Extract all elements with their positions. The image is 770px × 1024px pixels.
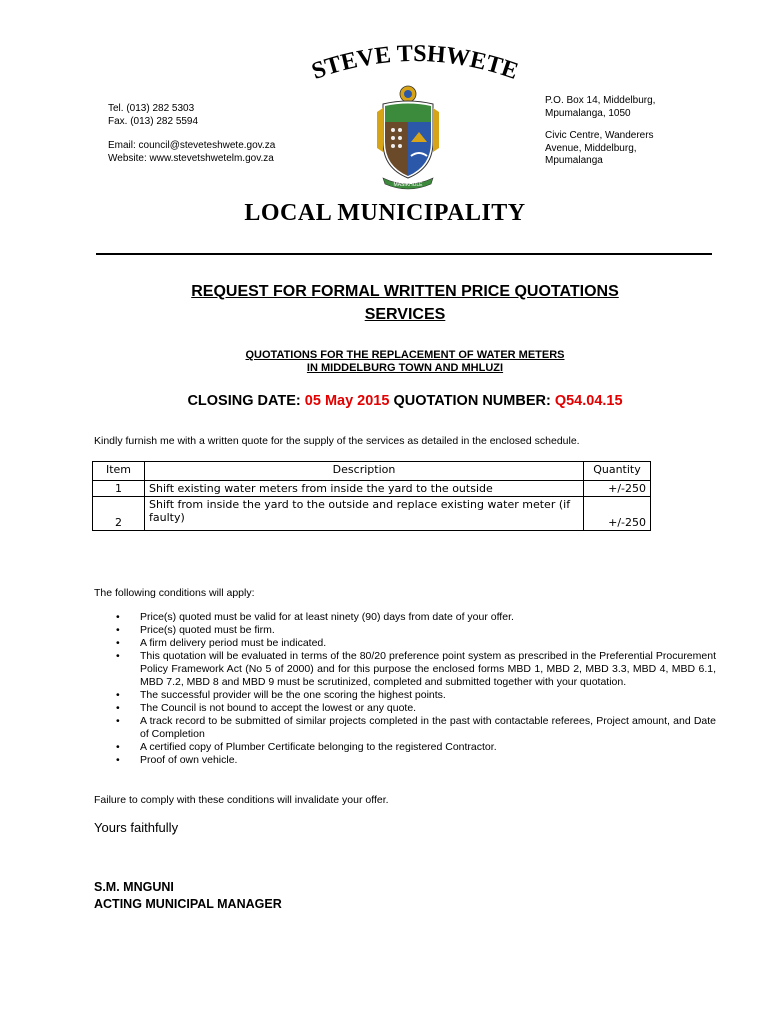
contact-po-line1: P.O. Box 14, Middelburg, xyxy=(545,95,656,106)
table-cell-item: 1 xyxy=(93,481,145,497)
list-item: • This quotation will be evaluated in terms of the 80/20 preference point system as prescribed in the Preferential Procurement Policy Framework Act (No 5 of 2000) and for this purpose the enclosed forms MBD 1, MBD 2, MBD 3.3, MBD 4, MBD 6.1, MBD 7.2, MBD 8 and MBD 9 must be scrutinized, completed and submitted together with your quotation. xyxy=(94,650,716,689)
table-cell-description: Shift from inside the yard to the outside and replace existing water meter (if faulty) xyxy=(145,497,584,531)
table-cell-quantity: +/-250 xyxy=(584,481,651,497)
brand-top-text: STEVE TSHWETE xyxy=(308,40,522,85)
table-cell-item: 2 xyxy=(93,497,145,531)
signer-name: S.M. MNGUNI xyxy=(94,880,174,894)
signer-title: ACTING MUNICIPAL MANAGER xyxy=(94,897,282,911)
list-item: • A certified copy of Plumber Certificate belonging to the registered Contractor. xyxy=(94,741,716,754)
items-table xyxy=(92,461,651,531)
contact-tel: Tel. (013) 282 5303 xyxy=(108,103,195,114)
table-header-quantity: Quantity xyxy=(584,462,651,481)
list-item: • Proof of own vehicle. xyxy=(94,754,716,767)
closing-date-line xyxy=(0,393,770,409)
list-item: • A firm delivery period must be indicated. xyxy=(94,637,716,650)
contact-email: Email: council@steveteshwete.gov.za xyxy=(108,140,276,151)
document-title-line1: REQUEST FOR FORMAL WRITTEN PRICE QUOTATIONS xyxy=(191,283,619,300)
closing-salutation: Yours faithfully xyxy=(94,820,179,835)
document-subtitle-line1: QUOTATIONS FOR THE REPLACEMENT OF WATER METERS xyxy=(245,349,565,361)
list-item: • A track record to be submitted of similar projects completed in the past with contactable referees, Project amount, and Date of Completion xyxy=(94,715,716,741)
brand-bottom-logotype: LOCAL MUNICIPALITY xyxy=(244,200,526,226)
contact-left xyxy=(108,103,275,165)
closing-date-label: CLOSING DATE: xyxy=(187,393,305,409)
closing-date-value: 05 May 2015 xyxy=(304,393,390,409)
table-row xyxy=(93,481,651,497)
contact-civic-line3: Mpumalanga xyxy=(545,155,603,166)
table-cell-description: Shift existing water meters from inside the yard to the outside xyxy=(145,481,584,497)
list-item: • The successful provider will be the one scoring the highest points. xyxy=(94,689,716,702)
table-header-item: Item xyxy=(93,462,145,481)
table-row xyxy=(93,497,651,531)
document-subtitle-line2: IN MIDDELBURG TOWN AND MHLUZI xyxy=(306,362,504,374)
header-divider xyxy=(96,253,712,255)
table-header-description: Description xyxy=(145,462,584,481)
list-item: • Price(s) quoted must be valid for at least ninety (90) days from date of your offer. xyxy=(94,611,716,624)
conditions-list xyxy=(94,611,716,767)
contact-right xyxy=(545,95,655,168)
contact-civic-line1: Civic Centre, Wanderers xyxy=(545,130,654,141)
table-cell-quantity: +/-250 xyxy=(584,497,651,531)
contact-civic-line2: Avenue, Middelburg, xyxy=(545,142,637,154)
contact-fax: Fax. (013) 282 5594 xyxy=(108,115,199,127)
signer-block xyxy=(94,879,282,913)
quotation-number-label: QUOTATION NUMBER: xyxy=(389,393,555,409)
document-title-line2: SERVICES xyxy=(364,306,446,323)
list-item: • The Council is not bound to accept the lowest or any quote. xyxy=(94,702,716,715)
municipal-crest-icon xyxy=(375,82,441,192)
table-header-row xyxy=(93,462,651,481)
list-item: • Price(s) quoted must be firm. xyxy=(94,624,716,637)
intro-text: Kindly furnish me with a written quote for the supply of the services as detailed in the enclosed schedule. xyxy=(94,435,580,447)
brand-top-logotype xyxy=(300,38,530,88)
failure-notice: Failure to comply with these conditions will invalidate your offer. xyxy=(94,794,389,806)
contact-po-line2: Mpumalanga, 1050 xyxy=(545,107,631,119)
contact-website: Website: www.stevetshwetelm.gov.za xyxy=(108,152,274,164)
conditions-heading: The following conditions will apply: xyxy=(94,587,255,599)
quotation-number-value: Q54.04.15 xyxy=(554,393,623,409)
crest-motto: MASIKHULE xyxy=(393,182,423,188)
